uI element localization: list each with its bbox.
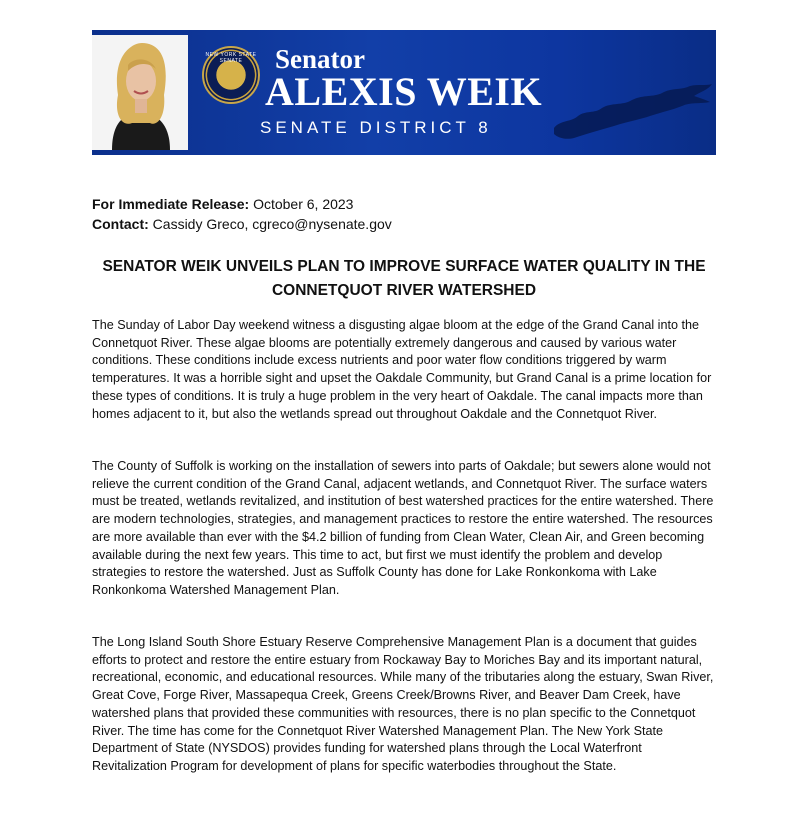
banner-district: SENATE DISTRICT 8 <box>260 118 492 137</box>
seal-text: NEW YORK STATE SENATE <box>205 52 257 64</box>
press-release-headline <box>92 255 716 303</box>
body-paragraph-1: The Sunday of Labor Day weekend witness a disgusting algae bloom at the edge of the Grand Canal into the Connetquot River. These algae blooms are potentially extremely dangerous and caused by various water conditions. These conditions include excess nutrients and poor water flow conditions triggered by warm temperatures. It was a horrible sight and upset the Oakdale Community, but Grand Canal is a prime location for these types of conditions. It is truly a huge problem in the very heart of Oakdale. The canal impacts more than homes adjacent to it, but also the wetlands spread out throughout Oakdale and the Connetquot River. <box>92 318 712 421</box>
banner-title-senator: Senator <box>275 44 365 74</box>
release-label: For Immediate Release: <box>92 196 250 212</box>
contact-label: Contact: <box>92 216 149 232</box>
body-paragraph-3: The Long Island South Shore Estuary Reserve Comprehensive Management Plan is a document that guides efforts to protect and restore the entire estuary from Rockaway Bay to Moriches Bay and its important natural, recreational, economic, and educational resources. While many of the tributaries along the estuary, Swan River, Great Cove, Forge River, Massapequa Creek, Greens Creek/Browns River, and Beaver Dam Creek, have watershed plans that provided these communities with resources, there is no plan specific to the Connetquot River. The time has come for the Connetquot River Watershed Management Plan. The New York State Department of State (NYSDOS) provides funding for watershed plans through the Local Waterfront Revitalization Program for development of plans for specific waterbodies throughout the State. <box>92 635 714 773</box>
contact-value: Cassidy Greco, cgreco@nysenate.gov <box>152 216 392 232</box>
senator-portrait-photo <box>92 35 188 150</box>
headline-line-1: SENATOR WEIK UNVEILS PLAN TO IMPROVE SURFACE WATER QUALITY IN THE <box>102 258 706 275</box>
body-paragraph-2: The County of Suffolk is working on the installation of sewers into parts of Oakdale; but sewers alone would not relieve the current condition of the Grand Canal, adjacent wetlands, and Connetquot River. The surface waters must be treated, wetlands revitalized, and institution of best watershed practices for the entire watershed. There are modern technologies, strategies, and management practices to restore the entire watershed. The resources are more available than ever with the $4.2 billion of funding from Clean Water, Clean Air, and Green becoming available during the next few years. This time to act, but first we must identify the problem and develop strategies to restore the watershed. Just as Suffolk County has done for Lake Ronkonkoma with Lake Ronkonkoma Watershed Management Plan. <box>92 459 714 597</box>
header-banner <box>92 30 716 155</box>
headline-line-2: CONNETQUOT RIVER WATERSHED <box>271 282 537 299</box>
contact-line <box>92 216 392 232</box>
long-island-silhouette-icon <box>550 84 716 144</box>
release-line <box>92 196 353 212</box>
banner-title-name: ALEXIS WEIK <box>265 69 543 114</box>
release-date: October 6, 2023 <box>253 196 354 212</box>
